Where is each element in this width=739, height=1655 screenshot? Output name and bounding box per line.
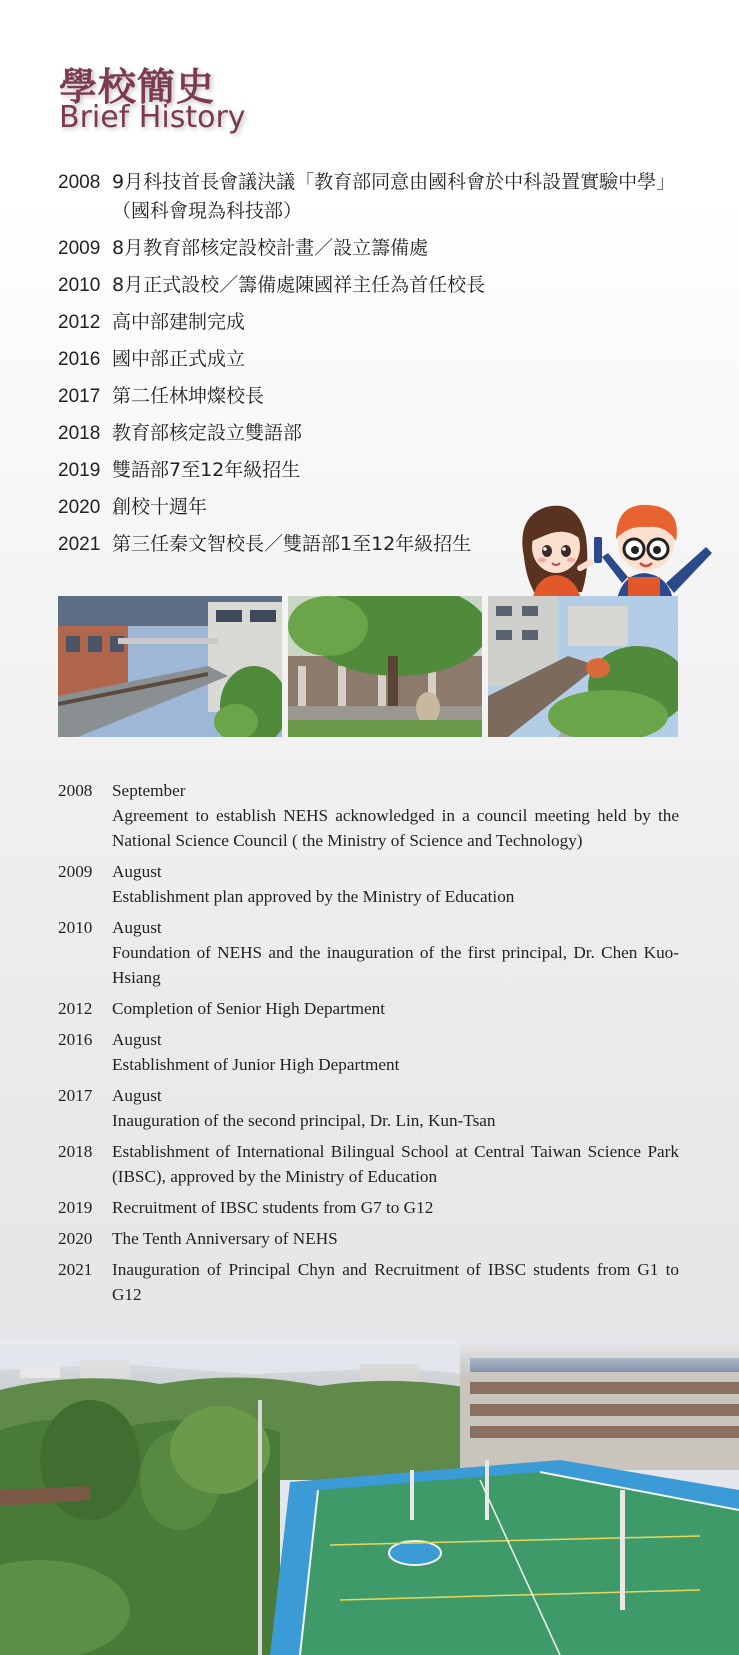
event-text: 教育部核定設立雙語部 (112, 422, 303, 444)
year: 2017 (58, 386, 101, 407)
page-title-zh: 學校簡史 (59, 65, 216, 109)
event-text: 第二任林坤燦校長 (112, 385, 265, 407)
timeline-en-item (58, 1195, 679, 1220)
campus-photo-tree-hall (288, 596, 482, 737)
year: 2008 (58, 172, 101, 193)
timeline-zh-item (58, 308, 678, 337)
year: 2019 (58, 460, 101, 481)
event-text: Establishment plan approved by the Ministry of Education (112, 887, 515, 906)
campus-photo-garden (488, 596, 678, 737)
timeline-zh-item (58, 234, 678, 263)
event-text: 國中部正式成立 (112, 348, 246, 370)
event-month: September (112, 781, 186, 800)
timeline-zh-item (58, 382, 678, 411)
event-text: 8月教育部核定設校計畫／設立籌備處 (112, 237, 429, 259)
year: 2012 (58, 999, 93, 1018)
event-month: August (112, 862, 162, 881)
timeline-en-item (58, 1139, 679, 1189)
year: 2018 (58, 423, 101, 444)
timeline-en (58, 778, 679, 1313)
campus-photo-walkway (58, 596, 282, 737)
year: 2010 (58, 275, 101, 296)
year: 2021 (58, 1260, 93, 1279)
timeline-en-item (58, 1257, 679, 1307)
event-text: Foundation of NEHS and the inauguration of the first principal, Dr. Chen Kuo-Hsiang (112, 943, 679, 987)
event-text: 第三任秦文智校長／雙語部1至12年級招生 (112, 533, 472, 555)
timeline-zh-item (58, 456, 678, 485)
year: 2021 (58, 534, 101, 555)
girl-figure (522, 506, 594, 605)
event-text: Recruitment of IBSC students from G7 to G12 (112, 1198, 434, 1217)
event-text: 雙語部7至12年級招生 (112, 459, 301, 481)
year: 2012 (58, 312, 101, 333)
event-text: Completion of Senior High Department (112, 999, 386, 1018)
event-text: Inauguration of the second principal, Dr. Lin, Kun-Tsan (112, 1111, 496, 1130)
campus-court-photo (0, 1340, 739, 1655)
year: 2008 (58, 781, 93, 800)
year: 2020 (58, 497, 101, 518)
year: 2020 (58, 1229, 93, 1248)
event-text: 創校十週年 (112, 496, 208, 518)
year: 2019 (58, 1198, 93, 1217)
timeline-en-item (58, 778, 679, 853)
timeline-en-item (58, 859, 679, 909)
timeline-en-item (58, 1226, 679, 1251)
event-text: The Tenth Anniversary of NEHS (112, 1229, 338, 1248)
timeline-en-item (58, 1083, 679, 1133)
event-month: August (112, 1086, 162, 1105)
timeline-en-item (58, 1027, 679, 1077)
year: 2016 (58, 349, 101, 370)
event-text: Agreement to establish NEHS acknowledged in a council meeting held by the National Science Council ( the Ministry of Science and Technology) (112, 806, 679, 850)
timeline-zh-item (58, 419, 678, 448)
event-text: 8月正式設校／籌備處陳國祥主任為首任校長 (112, 274, 486, 296)
timeline-zh-item (58, 271, 678, 300)
year: 2017 (58, 1086, 93, 1105)
event-text: Establishment of Junior High Department (112, 1055, 400, 1074)
campus-photos (58, 596, 678, 737)
timeline-en-item (58, 915, 679, 990)
timeline-zh-item (58, 345, 678, 374)
year: 2010 (58, 918, 93, 937)
event-text: 高中部建制完成 (112, 311, 246, 333)
year: 2016 (58, 1030, 93, 1049)
event-month: August (112, 1030, 162, 1049)
year: 2009 (58, 238, 101, 259)
timeline-en-item (58, 996, 679, 1021)
event-month: August (112, 918, 162, 937)
page-title-en: Brief History (59, 100, 246, 135)
year: 2018 (58, 1142, 93, 1161)
cartoon-kids-illustration (516, 497, 714, 605)
boy-figure (594, 505, 712, 605)
event-text: Establishment of International Bilingual School at Central Taiwan Science Park (IBSC), approved by the Ministry of Education (112, 1142, 679, 1186)
event-text: Inauguration of Principal Chyn and Recruitment of IBSC students from G1 to G12 (112, 1260, 679, 1304)
year: 2009 (58, 862, 93, 881)
event-text: 9月科技首長會議決議「教育部同意由國科會於中科設置實驗中學」（國科會現為科技部） (112, 171, 676, 222)
timeline-zh-item (58, 168, 678, 226)
